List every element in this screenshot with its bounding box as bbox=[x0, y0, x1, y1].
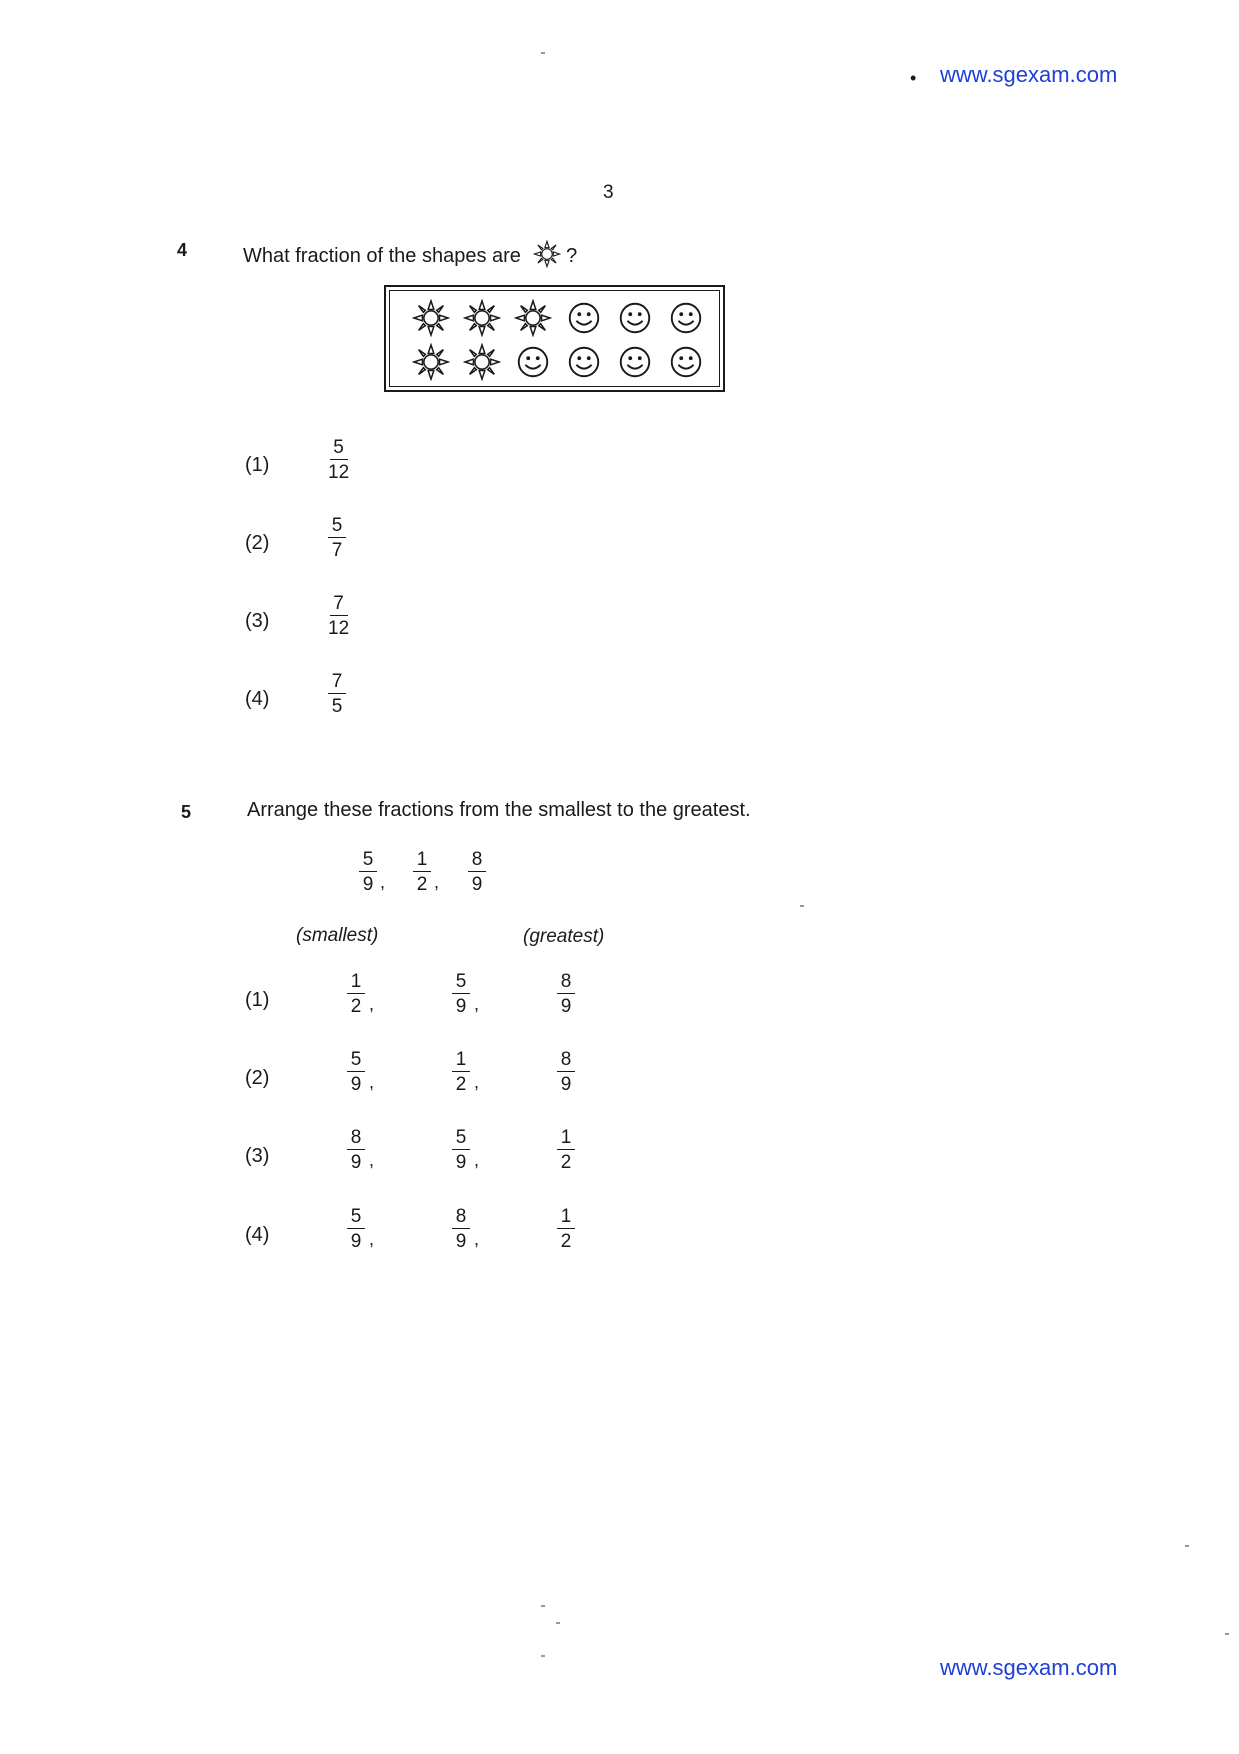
denominator: 9 bbox=[455, 1152, 467, 1173]
q5-option-4-fraction-1 bbox=[347, 1207, 365, 1251]
denominator: 9 bbox=[350, 1074, 362, 1095]
smiley-face-icon bbox=[565, 343, 603, 381]
q4-option-2-fraction bbox=[328, 516, 346, 560]
footer-website-link[interactable]: www.sgexam.com bbox=[940, 1655, 1118, 1680]
numerator: 5 bbox=[328, 516, 346, 538]
denominator: 12 bbox=[328, 462, 350, 483]
q4-option-1-label[interactable]: (1) bbox=[245, 454, 270, 476]
smiley-face-icon bbox=[667, 343, 705, 381]
comma-separator: , bbox=[474, 1072, 480, 1092]
denominator: 12 bbox=[328, 618, 350, 639]
q5-option-1-fraction-1 bbox=[347, 972, 365, 1016]
q5-option-3-label[interactable]: (3) bbox=[245, 1145, 270, 1167]
q4-option-1-fraction bbox=[328, 438, 349, 482]
shapes-grid bbox=[384, 285, 725, 392]
q5-option-4-fraction-3 bbox=[557, 1207, 575, 1251]
question-5-text: Arrange these fractions from the smallest to the greatest. bbox=[247, 799, 751, 821]
smiley-face-icon bbox=[667, 299, 705, 337]
q5-option-3-fraction-1 bbox=[347, 1128, 365, 1172]
denominator: 2 bbox=[350, 996, 362, 1017]
denominator: 9 bbox=[350, 1152, 362, 1173]
numerator: 1 bbox=[452, 1050, 470, 1072]
denominator: 9 bbox=[455, 1231, 467, 1252]
bullet-dot: • bbox=[910, 68, 917, 88]
comma-separator: , bbox=[369, 1072, 375, 1092]
sun-icon bbox=[533, 240, 561, 268]
numerator: 5 bbox=[359, 850, 377, 872]
comma-separator: , bbox=[380, 872, 386, 892]
q4-option-2-label[interactable]: (2) bbox=[245, 532, 270, 554]
q4-option-3-label[interactable]: (3) bbox=[245, 610, 270, 632]
given-fraction-3 bbox=[468, 850, 486, 894]
numerator: 5 bbox=[347, 1050, 365, 1072]
q4-option-4-label[interactable]: (4) bbox=[245, 688, 270, 710]
given-fraction-1 bbox=[359, 850, 377, 894]
q5-option-3-fraction-3 bbox=[557, 1128, 575, 1172]
denominator: 2 bbox=[560, 1152, 572, 1173]
denominator: 7 bbox=[331, 540, 343, 561]
sun-icon bbox=[463, 299, 501, 337]
numerator: 1 bbox=[557, 1128, 575, 1150]
smiley-face-icon bbox=[565, 299, 603, 337]
numerator: 1 bbox=[413, 850, 431, 872]
numerator: 8 bbox=[347, 1128, 365, 1150]
numerator: 5 bbox=[347, 1207, 365, 1229]
denominator: 9 bbox=[350, 1231, 362, 1252]
comma-separator: , bbox=[369, 994, 375, 1014]
sun-icon bbox=[412, 299, 450, 337]
header-website-link[interactable]: www.sgexam.com bbox=[940, 62, 1118, 87]
q5-option-3-fraction-2 bbox=[452, 1128, 470, 1172]
smiley-face-icon bbox=[514, 343, 552, 381]
greatest-heading: (greatest) bbox=[523, 926, 605, 947]
smiley-face-icon bbox=[616, 343, 654, 381]
q5-option-2-fraction-1 bbox=[347, 1050, 365, 1094]
numerator: 8 bbox=[557, 972, 575, 994]
numerator: 7 bbox=[330, 594, 348, 616]
q5-option-2-label[interactable]: (2) bbox=[245, 1067, 270, 1089]
sun-icon bbox=[514, 299, 552, 337]
q5-option-4-fraction-2 bbox=[452, 1207, 470, 1251]
question-4-number: 4 bbox=[177, 240, 188, 260]
numerator: 1 bbox=[347, 972, 365, 994]
question-mark: ? bbox=[566, 245, 578, 267]
smiley-face-icon bbox=[616, 299, 654, 337]
comma-separator: , bbox=[434, 872, 440, 892]
q5-option-1-fraction-3 bbox=[557, 972, 575, 1016]
denominator: 9 bbox=[471, 874, 483, 895]
sun-icon bbox=[463, 343, 501, 381]
comma-separator: , bbox=[369, 1229, 375, 1249]
denominator: 9 bbox=[560, 996, 572, 1017]
numerator: 1 bbox=[557, 1207, 575, 1229]
numerator: 8 bbox=[468, 850, 486, 872]
numerator: 5 bbox=[330, 438, 348, 460]
comma-separator: , bbox=[369, 1150, 375, 1170]
denominator: 2 bbox=[455, 1074, 467, 1095]
page-number: 3 bbox=[603, 182, 614, 203]
smallest-heading: (smallest) bbox=[296, 925, 379, 946]
denominator: 2 bbox=[416, 874, 428, 895]
denominator: 9 bbox=[560, 1074, 572, 1095]
denominator: 9 bbox=[455, 996, 467, 1017]
denominator: 2 bbox=[560, 1231, 572, 1252]
question-4-text bbox=[243, 240, 577, 268]
numerator: 5 bbox=[452, 1128, 470, 1150]
numerator: 7 bbox=[328, 672, 346, 694]
comma-separator: , bbox=[474, 994, 480, 1014]
q4-option-3-fraction bbox=[328, 594, 349, 638]
question-5-number: 5 bbox=[181, 802, 192, 822]
comma-separator: , bbox=[474, 1150, 480, 1170]
q5-option-1-label[interactable]: (1) bbox=[245, 989, 270, 1011]
comma-separator: , bbox=[474, 1229, 480, 1249]
given-fraction-2 bbox=[413, 850, 431, 894]
question-4-prompt: What fraction of the shapes are bbox=[243, 245, 521, 267]
numerator: 8 bbox=[452, 1207, 470, 1229]
numerator: 5 bbox=[452, 972, 470, 994]
q5-option-4-label[interactable]: (4) bbox=[245, 1224, 270, 1246]
denominator: 9 bbox=[362, 874, 374, 895]
q4-option-4-fraction bbox=[328, 672, 346, 716]
q5-option-2-fraction-3 bbox=[557, 1050, 575, 1094]
sun-icon bbox=[412, 343, 450, 381]
numerator: 8 bbox=[557, 1050, 575, 1072]
q5-option-2-fraction-2 bbox=[452, 1050, 470, 1094]
q5-option-1-fraction-2 bbox=[452, 972, 470, 1016]
denominator: 5 bbox=[331, 696, 343, 717]
